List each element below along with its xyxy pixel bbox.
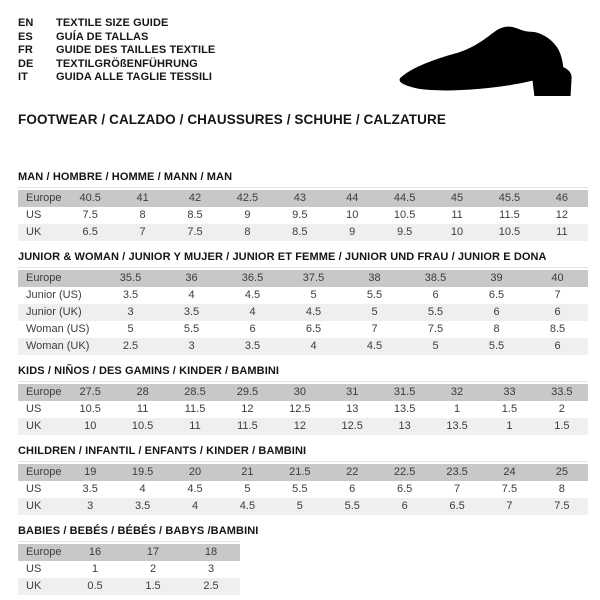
size-value: 44.5 (393, 191, 416, 204)
size-value: 5.5 (344, 499, 360, 512)
size-table-row (18, 544, 240, 561)
size-table (18, 544, 240, 595)
size-value: 6.5 (82, 225, 98, 238)
size-value: 4 (249, 305, 256, 318)
size-value: 25 (555, 465, 568, 478)
size-value: 22 (346, 465, 359, 478)
size-value: 10.5 (131, 419, 154, 432)
size-value: 12.5 (341, 419, 363, 432)
size-value: 4.5 (366, 339, 383, 352)
size-value: 38 (368, 271, 381, 284)
size-value: 12 (555, 208, 568, 221)
language-label: TEXTILE SIZE GUIDE (56, 17, 169, 29)
row-label: Europe (26, 465, 62, 478)
size-value: 23.5 (446, 465, 468, 478)
size-value: 2.5 (203, 579, 219, 592)
size-value: 4.5 (305, 305, 322, 318)
size-table (18, 464, 588, 515)
size-table-row (18, 270, 588, 287)
size-value: 6.5 (305, 322, 322, 335)
size-value: 10.5 (79, 402, 101, 415)
size-value: 6 (432, 288, 439, 301)
size-value: 12.5 (289, 402, 311, 415)
size-value: 22.5 (393, 465, 416, 478)
size-table-row (18, 207, 588, 224)
size-value: 11 (451, 208, 463, 221)
size-value: 45 (450, 191, 464, 204)
size-value: 28 (136, 385, 149, 398)
size-value: 3 (87, 499, 94, 512)
shoe-icon (394, 20, 586, 106)
size-value: 5.5 (183, 322, 200, 335)
size-value: 5 (432, 339, 439, 352)
size-value: 7.5 (82, 208, 98, 221)
size-value: 24 (503, 465, 516, 478)
size-table-row (18, 578, 240, 595)
size-value: 9 (349, 225, 356, 238)
size-table-row (18, 190, 588, 207)
size-value: 3.5 (183, 305, 200, 318)
size-value: 40.5 (79, 191, 101, 204)
row-label: UK (26, 499, 42, 512)
size-value: 31 (346, 385, 359, 398)
size-value: 1 (91, 562, 99, 575)
size-value: 4 (188, 288, 195, 301)
size-value: 13 (398, 419, 411, 432)
size-value: 1.5 (501, 402, 518, 415)
language-code: ES (18, 30, 33, 43)
size-table-section (18, 445, 588, 515)
size-value: 3 (188, 339, 195, 352)
size-table-section (18, 524, 259, 595)
size-value: 6 (349, 482, 356, 495)
size-value: 5 (310, 288, 317, 301)
size-value: 11 (189, 419, 201, 432)
size-table-row (18, 287, 588, 304)
size-table-row (18, 401, 588, 418)
row-label: Europe (26, 545, 62, 558)
size-value: 41 (136, 191, 149, 204)
size-value: 7.5 (187, 225, 203, 238)
size-value: 9.5 (292, 208, 308, 221)
size-value: 5 (371, 305, 378, 318)
size-table (18, 270, 588, 355)
size-value: 6 (554, 339, 561, 352)
size-table-row (18, 464, 588, 481)
size-value: 7 (554, 288, 561, 301)
size-value: 3.5 (122, 288, 139, 301)
size-table-row (18, 321, 588, 338)
row-label: Europe (26, 385, 62, 398)
size-value: 4.5 (244, 288, 261, 301)
size-value: 28.5 (184, 385, 206, 398)
size-value: 7 (506, 499, 513, 512)
size-value: 8.5 (187, 208, 203, 221)
size-value: 19.5 (131, 465, 154, 478)
size-table-section (18, 171, 588, 241)
size-value: 35.5 (119, 271, 142, 284)
size-value: 7 (139, 225, 146, 238)
size-table-row (18, 561, 240, 578)
language-label: GUÍA DE TALLAS (56, 30, 149, 43)
size-value: 10 (450, 225, 464, 238)
size-value: 5.5 (488, 339, 505, 352)
row-label: US (26, 482, 42, 495)
size-value: 29.5 (236, 385, 259, 398)
size-value: 7.5 (501, 482, 518, 495)
row-label: US (26, 562, 42, 575)
size-value: 5 (127, 322, 134, 335)
size-value: 8 (493, 322, 500, 335)
size-value: 31.5 (393, 385, 416, 398)
size-value: 3.5 (82, 482, 98, 495)
size-table-row (18, 224, 588, 241)
size-table-section (18, 251, 588, 355)
size-value: 10.5 (393, 208, 416, 221)
size-value: 44 (346, 191, 359, 204)
row-label: US (26, 402, 42, 415)
size-value: 5.5 (292, 482, 308, 495)
size-value: 11.5 (184, 402, 206, 415)
row-label: UK (26, 419, 42, 432)
size-value: 4.5 (187, 482, 203, 495)
size-table-row (18, 384, 588, 401)
size-value: 8 (244, 225, 251, 238)
language-label: GUIDA ALLE TAGLIE TESSILI (56, 71, 213, 84)
size-table (18, 190, 588, 241)
size-value: 33.5 (551, 385, 573, 398)
size-value: 12 (241, 402, 254, 415)
size-value: 40 (551, 271, 564, 284)
size-value: 6.5 (488, 288, 505, 301)
row-label: UK (26, 225, 42, 238)
size-table-title: KIDS / NIÑOS / DES GAMINS / KINDER / BAMBINI (18, 365, 588, 382)
size-value: 6 (401, 499, 408, 512)
size-value: 7 (371, 322, 378, 335)
row-label: Woman (UK) (26, 339, 90, 352)
size-value: 21 (241, 465, 254, 478)
size-value: 11.5 (237, 419, 258, 432)
size-value: 13.5 (393, 402, 416, 415)
language-code: EN (18, 17, 34, 29)
size-value: 11.5 (499, 208, 520, 221)
size-value: 10 (84, 419, 97, 432)
row-label: Woman (US) (26, 322, 90, 335)
size-value: 8 (139, 208, 146, 221)
size-value: 3 (127, 305, 134, 318)
size-value: 17 (146, 545, 160, 558)
size-value: 6.5 (396, 482, 413, 495)
size-value: 0.5 (87, 579, 103, 592)
row-label: Europe (26, 191, 62, 204)
size-value: 30 (293, 385, 306, 398)
size-value: 18 (204, 545, 218, 558)
size-value: 1 (506, 419, 513, 432)
size-value: 16 (88, 545, 102, 558)
size-table-title: JUNIOR & WOMAN / JUNIOR Y MUJER / JUNIOR ET FEMME / JUNIOR UND FRAU / JUNIOR E DONA (18, 251, 588, 268)
category-title: FOOTWEAR / CALZADO / CHAUSSURES / SCHUHE / CALZATURE (18, 111, 446, 127)
size-value: 37.5 (302, 271, 325, 284)
size-table-row (18, 304, 588, 321)
size-value: 8.5 (549, 322, 566, 335)
size-value: 9.5 (396, 225, 413, 238)
size-table-section (18, 365, 588, 435)
size-value: 12 (293, 419, 306, 432)
size-value: 8 (558, 482, 565, 495)
language-label: GUIDE DES TAILLES TEXTILE (56, 44, 216, 57)
size-value: 7 (453, 482, 461, 495)
size-value: 10 (346, 208, 359, 221)
row-label: Junior (UK) (26, 305, 82, 318)
size-value: 4 (310, 339, 317, 352)
language-code: FR (18, 44, 33, 57)
size-value: 32 (450, 385, 464, 398)
size-value: 20 (188, 465, 202, 478)
language-label: TEXTILGRÖßENFÜHRUNG (56, 57, 198, 70)
size-table-title: CHILDREN / INFANTIL / ENFANTS / KINDER / BAMBINI (18, 445, 588, 462)
size-value: 2 (149, 562, 157, 575)
size-value: 1.5 (554, 419, 570, 432)
size-value: 42 (188, 191, 202, 204)
size-table (18, 384, 588, 435)
row-label: Junior (US) (26, 288, 82, 301)
size-value: 6 (493, 305, 500, 318)
size-value: 1 (453, 402, 461, 415)
size-value: 6.5 (449, 499, 465, 512)
size-value: 46 (555, 191, 568, 204)
size-value: 1.5 (145, 579, 161, 592)
size-value: 42.5 (236, 191, 259, 204)
size-value: 11 (556, 225, 568, 238)
size-value: 5 (296, 499, 303, 512)
size-value: 4 (139, 482, 146, 495)
size-value: 2 (558, 402, 565, 415)
size-value: 38.5 (424, 271, 447, 284)
row-label: US (26, 208, 42, 221)
size-table-row (18, 498, 588, 515)
size-value: 27.5 (79, 385, 101, 398)
size-value: 4.5 (239, 499, 256, 512)
size-table-title: MAN / HOMBRE / HOMME / MANN / MAN (18, 171, 588, 188)
size-value: 33 (503, 385, 516, 398)
size-value: 13 (346, 402, 359, 415)
size-value: 13.5 (446, 419, 468, 432)
size-value: 6 (554, 305, 561, 318)
size-value: 39 (490, 271, 503, 284)
size-value: 21.5 (289, 465, 311, 478)
size-value: 36.5 (241, 271, 264, 284)
size-value: 5 (244, 482, 251, 495)
size-value: 7.5 (427, 322, 444, 335)
size-value: 43 (293, 191, 306, 204)
size-value: 9 (244, 208, 251, 221)
size-value: 8.5 (292, 225, 308, 238)
size-value: 3 (207, 562, 215, 575)
size-value: 2.5 (122, 339, 139, 352)
language-code: IT (18, 71, 28, 84)
size-value: 10.5 (498, 225, 521, 238)
size-value: 19 (84, 465, 97, 478)
row-label: Europe (26, 271, 62, 284)
size-value: 5.5 (427, 305, 444, 318)
row-label: UK (26, 579, 42, 592)
size-table-row (18, 338, 588, 355)
size-value: 5.5 (366, 288, 383, 301)
size-table-row (18, 481, 588, 498)
size-table-title: BABIES / BEBÉS / BÉBÉS / BABYS /BAMBINI (18, 525, 240, 542)
size-value: 11 (136, 402, 149, 415)
size-value: 36 (185, 271, 198, 284)
size-value: 45.5 (498, 191, 521, 204)
size-value: 3.5 (244, 339, 261, 352)
size-value: 7.5 (554, 499, 570, 512)
size-value: 6 (249, 322, 256, 335)
language-code: DE (18, 57, 34, 70)
size-tables (18, 171, 588, 595)
size-value: 3.5 (134, 499, 151, 512)
size-table-row (18, 418, 588, 435)
size-value: 4 (191, 499, 199, 512)
